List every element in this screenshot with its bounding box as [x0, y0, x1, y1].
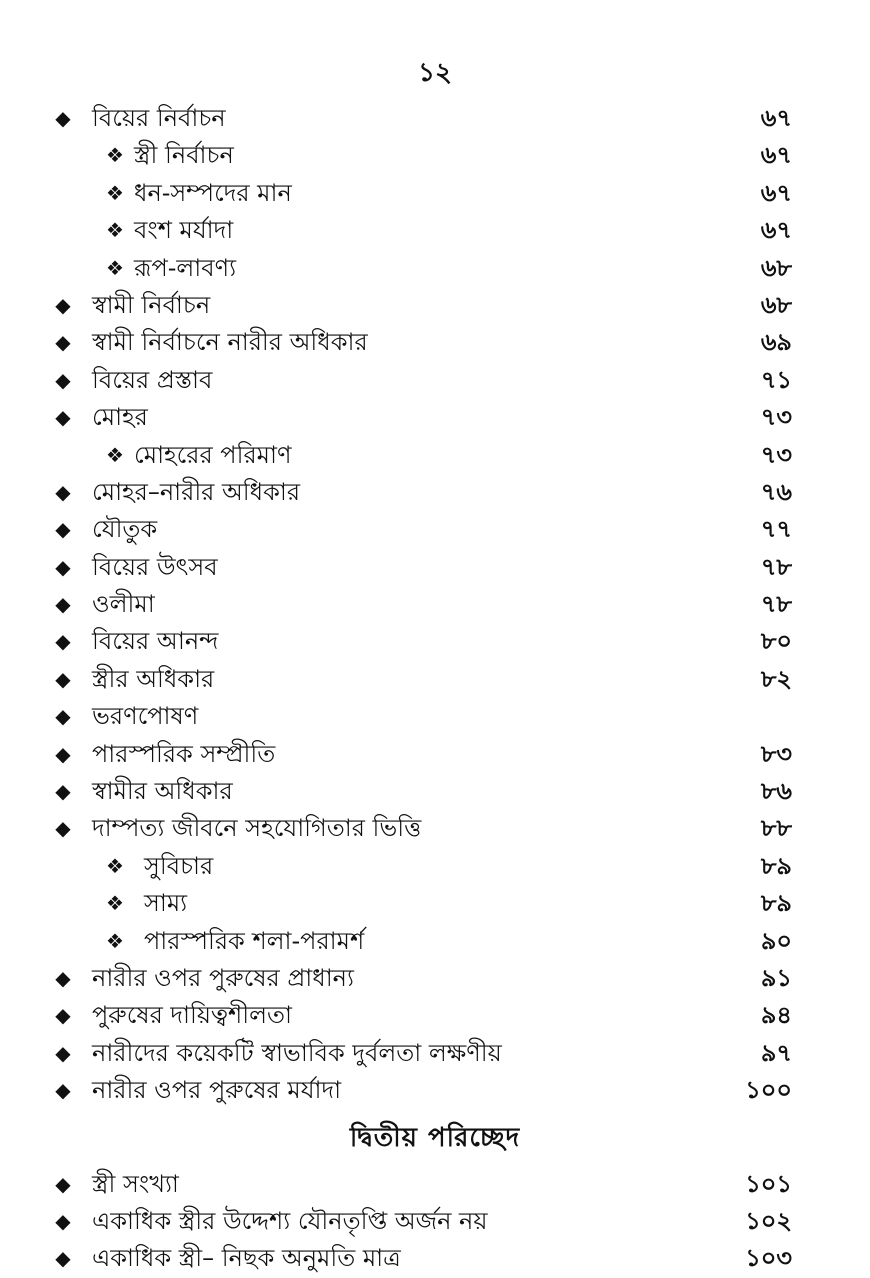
- diamond-bullet-icon: ◆: [55, 1040, 71, 1065]
- toc-entry-label: সুবিচার: [144, 851, 214, 880]
- toc-entry-page: ৯০: [760, 926, 792, 955]
- four-diamond-bullet-icon: ❖: [106, 218, 124, 243]
- four-diamond-bullet-icon: ❖: [106, 143, 124, 168]
- toc-entry-page: ৭৩: [760, 440, 792, 469]
- toc-entry-label: নারীর ওপর পুরুষের মর্যাদা: [92, 1076, 342, 1105]
- toc-entry-page: ৮৯: [760, 889, 792, 918]
- diamond-bullet-icon: ◆: [55, 1003, 71, 1028]
- toc-entry: [0, 1072, 870, 1109]
- toc-entry: [0, 848, 870, 885]
- toc-entry-label: মোহর: [92, 403, 148, 432]
- toc-entry: [0, 399, 870, 436]
- toc-entry: [0, 137, 870, 174]
- toc-entry-page: ৭৬: [760, 477, 792, 506]
- toc-entry: [0, 997, 870, 1034]
- toc-entry: [0, 885, 870, 922]
- toc-entry-label: একাধিক স্ত্রীর উদ্দেশ্য যৌনতৃপ্তি অর্জন নয়: [92, 1206, 488, 1235]
- toc-entry-label: নারীদের কয়েকটি স্বাভাবিক দুর্বলতা লক্ষণীয়: [92, 1038, 502, 1067]
- toc-entry-label: দাম্পত্য জীবনে সহযোগিতার ভিত্তি: [92, 814, 422, 843]
- toc-entry-page: ৮২: [760, 664, 792, 693]
- toc-entry: [0, 549, 870, 586]
- toc-entry: [0, 586, 870, 623]
- toc-entry: [0, 923, 870, 960]
- toc-entry-label: বিয়ের আনন্দ: [92, 627, 219, 656]
- toc-entry-page: ৮০: [760, 627, 792, 656]
- toc-entry: [0, 661, 870, 698]
- toc-entry: [0, 324, 870, 361]
- diamond-bullet-icon: ◆: [55, 741, 71, 766]
- toc-entry-page: ৮৬: [760, 777, 792, 806]
- toc-entry-page: ৭৭: [760, 515, 792, 544]
- four-diamond-bullet-icon: ❖: [106, 891, 124, 916]
- toc-entry-label: ভরণপোষণ: [92, 702, 199, 731]
- diamond-bullet-icon: ◆: [55, 405, 71, 430]
- toc-entry: [0, 1203, 870, 1240]
- toc-entry: [0, 960, 870, 997]
- toc-entry-label: স্বামী নির্বাচন: [92, 290, 211, 319]
- toc-entry-page: ৭৮: [760, 590, 792, 619]
- toc-entry-page: ৮৯: [760, 851, 792, 880]
- toc-entry-label: রূপ-লাবণ্য: [134, 253, 237, 282]
- toc-entry: [0, 1166, 870, 1203]
- toc-entry-page: ১০০: [745, 1076, 792, 1105]
- diamond-bullet-icon: ◆: [55, 1246, 71, 1271]
- diamond-bullet-icon: ◆: [55, 816, 71, 841]
- toc-entry-page: ৭১: [760, 365, 792, 394]
- toc-entry: [0, 736, 870, 773]
- diamond-bullet-icon: ◆: [55, 1171, 71, 1196]
- toc-entry: [0, 175, 870, 212]
- toc-entry: [0, 437, 870, 474]
- toc-entry-page: ৬৮: [760, 290, 792, 319]
- toc-entry: [0, 1035, 870, 1072]
- diamond-bullet-icon: ◆: [55, 666, 71, 691]
- toc-entry-label: স্ত্রী নির্বাচন: [134, 141, 234, 170]
- toc-entry-page: ৭৮: [760, 552, 792, 581]
- toc-entry: [0, 100, 870, 137]
- toc-entry-label: পারস্পরিক সম্প্রীতি: [92, 739, 276, 768]
- four-diamond-bullet-icon: ❖: [106, 928, 124, 953]
- diamond-bullet-icon: ◆: [55, 554, 71, 579]
- diamond-bullet-icon: ◆: [55, 965, 71, 990]
- toc-entry: [0, 698, 870, 735]
- toc-entry-page: ৯৭: [760, 1038, 792, 1067]
- table-of-contents: [0, 100, 870, 1278]
- toc-entry-page: ৮৩: [760, 739, 792, 768]
- toc-entry-page: ৬৭: [760, 178, 792, 207]
- diamond-bullet-icon: ◆: [55, 779, 71, 804]
- toc-entry-label: স্বামী নির্বাচনে নারীর অধিকার: [92, 328, 368, 357]
- toc-entry: [0, 362, 870, 399]
- toc-entry-label: ধন-সম্পদের মান: [134, 178, 292, 207]
- toc-entry-page: ১০৩: [745, 1244, 792, 1273]
- diamond-bullet-icon: ◆: [55, 517, 71, 542]
- toc-entry-label: স্বামীর অধিকার: [92, 777, 233, 806]
- diamond-bullet-icon: ◆: [55, 479, 71, 504]
- toc-entry-label: বংশ মর্যাদা: [134, 216, 234, 245]
- toc-entry-label: পুরুষের দায়িত্বশীলতা: [92, 1001, 292, 1030]
- four-diamond-bullet-icon: ❖: [106, 180, 124, 205]
- toc-entry-label: ওলীমা: [92, 590, 155, 619]
- diamond-bullet-icon: ◆: [55, 704, 71, 729]
- toc-entry-page: ৬৭: [760, 216, 792, 245]
- toc-entry-label: বিয়ের নির্বাচন: [92, 104, 226, 132]
- toc-entry: [0, 212, 870, 249]
- toc-entry-page: ৮৮: [760, 814, 792, 843]
- four-diamond-bullet-icon: ❖: [106, 442, 124, 467]
- four-diamond-bullet-icon: ❖: [106, 255, 124, 280]
- toc-entry: [0, 474, 870, 511]
- toc-entry-page: ৯৪: [760, 1001, 792, 1030]
- toc-entry-label: বিয়ের প্রস্তাব: [92, 365, 213, 394]
- toc-entry-page: ৬৭: [760, 104, 792, 132]
- toc-entry: [0, 623, 870, 660]
- page-number: ১২: [418, 58, 452, 88]
- toc-entry: [0, 250, 870, 287]
- toc-entry-label: স্ত্রী সংখ্যা: [92, 1169, 179, 1198]
- toc-entry-label: মোহর–নারীর অধিকার: [92, 477, 301, 506]
- toc-entry: [0, 773, 870, 810]
- diamond-bullet-icon: ◆: [55, 292, 71, 317]
- toc-entry-label: সাম্য: [144, 889, 188, 918]
- toc-section-1: [0, 100, 870, 1110]
- toc-entry-label: নারীর ওপর পুরুষের প্রাধান্য: [92, 963, 354, 992]
- diamond-bullet-icon: ◆: [55, 629, 71, 654]
- chapter-heading: দ্বিতীয় পরিচ্ছেদ: [349, 1122, 521, 1153]
- diamond-bullet-icon: ◆: [55, 106, 71, 130]
- toc-entry-page: ৬৯: [760, 328, 792, 357]
- diamond-bullet-icon: ◆: [55, 330, 71, 355]
- toc-entry-page: ১০২: [745, 1206, 792, 1235]
- toc-entry-label: যৌতুক: [92, 515, 158, 544]
- diamond-bullet-icon: ◆: [55, 367, 71, 392]
- toc-entry-page: ৯১: [760, 963, 792, 992]
- toc-entry-label: একাধিক স্ত্রী– নিছক অনুমতি মাত্র: [92, 1244, 401, 1273]
- toc-entry: [0, 287, 870, 324]
- toc-entry-label: মোহরের পরিমাণ: [134, 440, 292, 469]
- toc-section-2: [0, 1166, 870, 1278]
- diamond-bullet-icon: ◆: [55, 1208, 71, 1233]
- diamond-bullet-icon: ◆: [55, 1078, 71, 1103]
- toc-entry: [0, 511, 870, 548]
- toc-entry-page: ৬৭: [760, 141, 792, 170]
- toc-entry: [0, 1240, 870, 1277]
- toc-entry-page: ১০১: [745, 1169, 792, 1198]
- toc-entry-label: স্ত্রীর অধিকার: [92, 664, 215, 693]
- toc-entry-page: ৭৩: [760, 403, 792, 432]
- toc-entry-page: ৬৮: [760, 253, 792, 282]
- diamond-bullet-icon: ◆: [55, 592, 71, 617]
- toc-entry-label: পারস্পরিক শলা-পরামর্শ: [144, 926, 365, 955]
- toc-entry-label: বিয়ের উৎসব: [92, 552, 218, 581]
- four-diamond-bullet-icon: ❖: [106, 853, 124, 878]
- toc-entry: [0, 810, 870, 847]
